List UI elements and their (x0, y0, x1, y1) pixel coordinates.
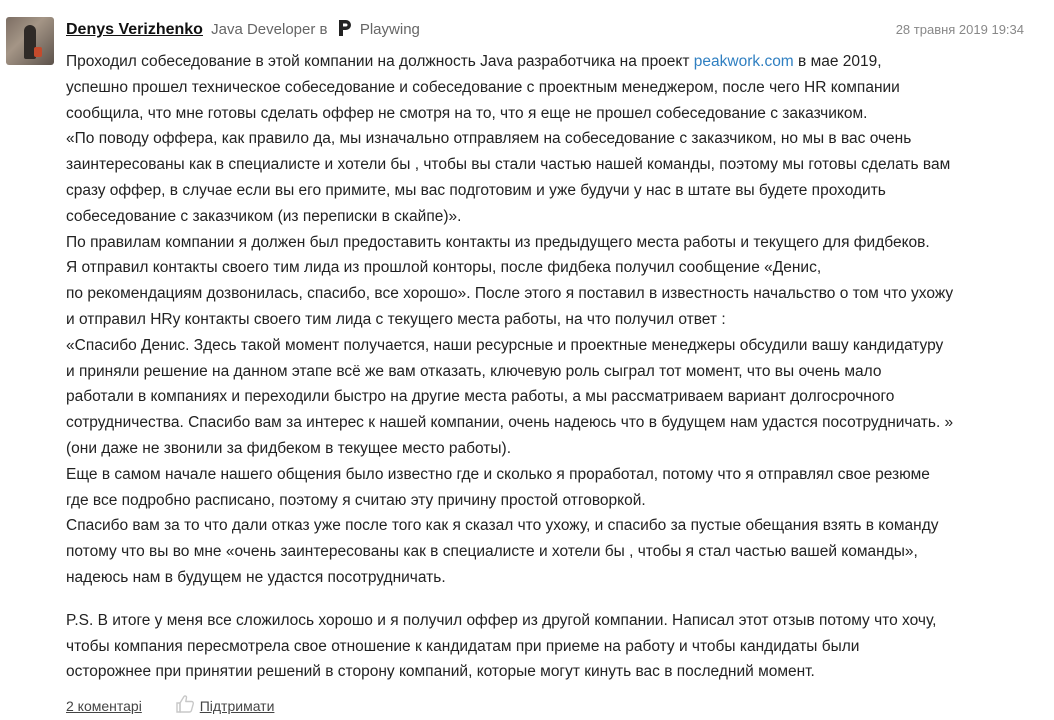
company-name-link[interactable]: Playwing (359, 21, 420, 38)
review-date: 28 травня 2019 19:34 (895, 22, 1024, 37)
review-line: где все подробно расписано, поэтому я считаю эту причину простой отговоркой. (66, 491, 646, 509)
review-body (66, 49, 1028, 685)
review-line: сообщила, что мне готовы сделать оффер не смотря на то, что я еще не прошел собеседование с заказчиком. (66, 104, 868, 122)
review-line: По правилам компании я должен был предоставить контакты из предыдущего места работы и текущего для фидбеков. (66, 233, 930, 251)
review-line: успешно прошел техническое собеседование и собеседование с проектным менеджером, после чего HR компании (66, 78, 900, 96)
comments-link[interactable]: 2 коментарі (66, 698, 142, 714)
support-label: Підтримати (199, 698, 275, 714)
review-line: собеседование с заказчиком (из переписки в скайпе)». (66, 207, 462, 225)
review-line: сотрудничества. Спасибо вам за интерес к нашей компании, очень надеюсь что в будущем нам удастся посотрудничать. » (66, 414, 954, 432)
support-button[interactable] (174, 693, 275, 717)
review-line: Спасибо вам за то что дали отказ уже после того как я сказал что ухожу, и спасибо за пустые обещания взять в команду (66, 517, 939, 535)
review-line: потому что вы во мне «очень заинтересованы как в специалисте и хотели бы , чтобы я стал частью вашей команды», (66, 543, 918, 561)
review-line: P.S. В итоге у меня все сложилось хорошо и я получил оффер из другой компании. Написал этот отзыв потому что хочу, (66, 611, 937, 629)
review-text-fragment: в мае 2019, (793, 53, 882, 70)
avatar-bag (34, 47, 42, 57)
review-line (66, 49, 1028, 75)
review-line: сразу оффер, в случае если вы его примите, мы вас подготовим и уже будучи у нас в штате вы будете проходить (66, 181, 886, 199)
review-postscript (66, 608, 1028, 685)
review-line: осторожнее при принятии решений в сторону компаний, которые могут кинуть вас в последний момент. (66, 663, 815, 681)
review-main-text (66, 49, 1028, 591)
thumbs-up-icon (174, 693, 196, 715)
project-link[interactable]: peakwork.com (693, 53, 794, 70)
review-line: и отправил HRу контакты своего тим лида с текущего места работы, на что получил ответ : (66, 310, 726, 328)
review-line: чтобы компания пересмотрела свое отношение к кандидатам при приеме на работу и чтобы кандидаты были (66, 637, 860, 655)
author-role: Java Developer в (211, 21, 328, 38)
review-line: по рекомендациям дозвонилась, спасибо, все хорошо». После этого я поставил в известность начальство о том что ухожу (66, 285, 954, 303)
review-line: работали в компаниях и переходили быстро на другие места работы, а мы рассматриваем вариант долгосрочного (66, 388, 895, 406)
review-line: Я отправил контакты своего тим лида из прошлой конторы, после фидбека получил сообщение «Денис, (66, 259, 822, 277)
review-text-fragment: Проходил собеседование в этой компании на должность Java разработчика на проект (66, 53, 694, 70)
review-footer (66, 693, 274, 715)
review-line: надеюсь нам в будущем не удастся посотрудничать. (66, 568, 446, 586)
review-line: (они даже не звонили за фидбеком в текущее место работы). (66, 439, 512, 457)
company-logo-icon (338, 19, 352, 37)
author-avatar[interactable] (6, 17, 54, 65)
review-line: Еще в самом начале нашего общения было известно где и сколько я проработал, потому что я отправлял свое резюме (66, 465, 930, 483)
review-line: заинтересованы как в специалисте и хотели бы , чтобы вы стали частью нашей команды, поэтому мы готовы сделать вам (66, 156, 951, 174)
author-name-link[interactable]: Denys Verizhenko (66, 21, 203, 38)
review-line: и приняли решение на данном этапе всё же вам отказать, ключевую роль сыграл тот момент, что вы очень мало (66, 362, 882, 380)
review-meta (66, 19, 1024, 41)
review-line: «По поводу оффера, как правило да, мы изначально отправляем на собеседование с заказчиком, но мы в вас очень (66, 130, 912, 148)
review-line: «Спасибо Денис. Здесь такой момент получается, наши ресурсные и проектные менеджеры обсудили вашу кандидатуру (66, 336, 944, 354)
